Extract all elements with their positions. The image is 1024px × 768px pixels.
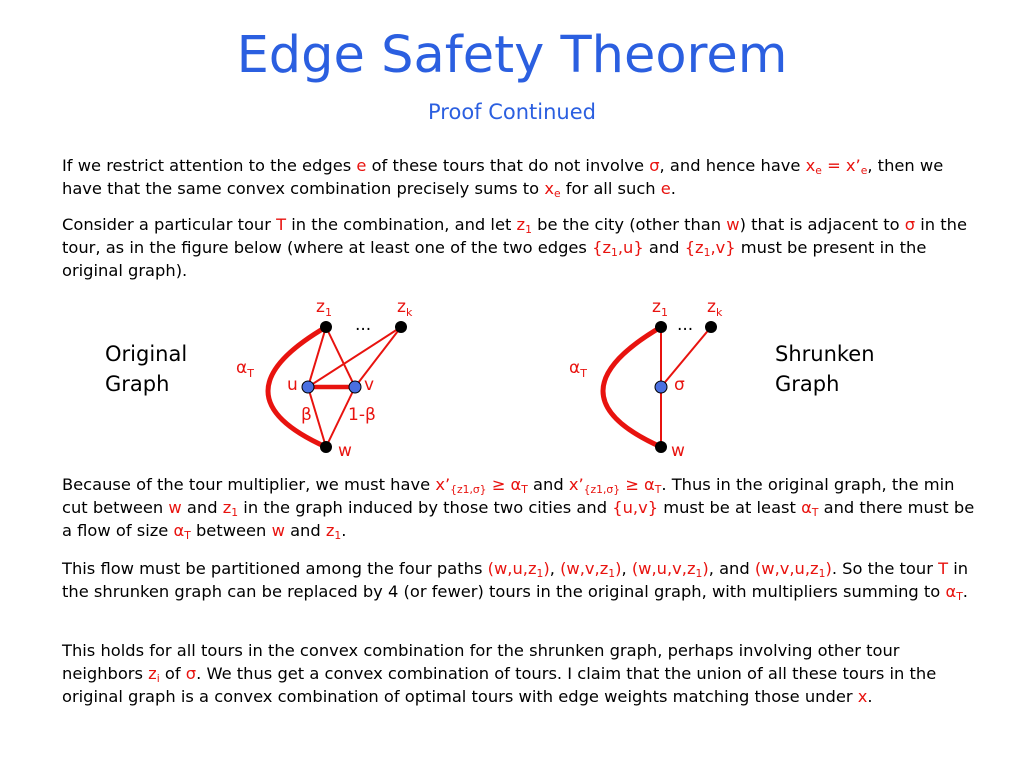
- edge-zk-sigma: [661, 327, 711, 387]
- label-alpha-T: $\alpha_T$: [569, 358, 587, 380]
- label-shrunken-graph: Shrunken Graph: [775, 342, 875, 396]
- path-w-v-z1: $(w,v,z_1)$: [560, 559, 622, 581]
- text: ) that is adjacent to: [739, 215, 905, 234]
- label-zk: $z_k$: [707, 297, 723, 319]
- text: , and: [708, 559, 755, 578]
- label-one-minus-beta: 1-β: [348, 405, 376, 425]
- label-z1: $z_1$: [652, 297, 668, 319]
- label-beta: β: [301, 405, 312, 425]
- text: .: [341, 521, 347, 540]
- var-z1: $z_1$: [325, 521, 342, 543]
- var-sigma: σ: [904, 215, 916, 234]
- text: for all such: [560, 179, 661, 198]
- var-e: e: [660, 179, 671, 198]
- var-x: x: [857, 687, 868, 706]
- label-alpha-T: $\alpha_T$: [236, 358, 254, 380]
- var-zi: $z_i$: [148, 664, 160, 686]
- node-w: [320, 441, 332, 453]
- var-z1: $z_1$: [222, 498, 239, 520]
- var-xprime-z1sigma: $x’_{\{z1,\sigma\}} \ge \alpha_T$: [435, 475, 528, 497]
- label-w: w: [338, 441, 352, 461]
- var-w: w: [726, 215, 740, 234]
- var-x-e: $x_e$ = $x’_e$: [805, 156, 868, 178]
- var-e: e: [356, 156, 367, 175]
- text: This flow must be partitioned among the four paths: [62, 559, 488, 578]
- var-alpha-T: $\alpha_T$: [945, 582, 963, 604]
- text: be the city (other than: [531, 215, 727, 234]
- var-sigma: σ: [649, 156, 660, 175]
- path-w-v-u-z1: $(w,v,u,z_1)$: [754, 559, 832, 581]
- text: . Thus in the original graph, the min cut between: [62, 475, 955, 517]
- var-xprime-z1sigma: $x’_{\{z1,\sigma\}} \ge \alpha_T$: [568, 475, 662, 497]
- node-w: [655, 441, 667, 453]
- tour-edge-alpha: [603, 327, 661, 447]
- label-v: v: [364, 375, 375, 395]
- paragraph-tour-multiplier: [62, 473, 977, 542]
- text: .: [670, 179, 676, 198]
- node-z1: [655, 321, 667, 333]
- var-x-e: $x_e$: [544, 179, 561, 201]
- text: .: [962, 582, 968, 601]
- edge-uv: {u,v}: [612, 498, 659, 517]
- label-zk: $z_k$: [397, 297, 413, 319]
- text: and: [643, 238, 685, 257]
- node-zk: [705, 321, 717, 333]
- text: ,: [549, 559, 561, 578]
- text: Consider a particular tour: [62, 215, 277, 234]
- text: . We thus get a convex combination of tours. I claim that the union of all these tours in the original graph is a convex combination of optimal tours with edge weights matching those under: [62, 664, 937, 706]
- text: This holds for all tours in the convex combination for the shrunken graph, perhaps involving other tour neighbors: [62, 641, 900, 683]
- node-v: [349, 381, 361, 393]
- text: and there must be a flow of size: [62, 498, 975, 540]
- path-w-u-z1: $(w,u,z_1)$: [487, 559, 550, 581]
- var-w: w: [168, 498, 182, 517]
- node-sigma: [655, 381, 667, 393]
- label-u: u: [287, 375, 298, 395]
- slide-title: Edge Safety Theorem: [236, 26, 788, 85]
- edge-zk-v: [355, 327, 401, 387]
- text: . So the tour: [831, 559, 939, 578]
- edge-zk-u: [308, 327, 401, 387]
- text: must be at least: [658, 498, 802, 517]
- paragraph-convex-combination: [62, 639, 977, 708]
- var-alpha-T: $\alpha_T$: [173, 521, 191, 543]
- var-w: w: [271, 521, 285, 540]
- label-original-graph: Original Graph: [105, 342, 188, 396]
- text: in the shrunken graph can be replaced by 4 (or fewer) tours in the original graph, with multipliers summing to: [62, 559, 969, 601]
- var-alpha-T: $\alpha_T$: [801, 498, 819, 520]
- paragraph-flow-partition: [62, 557, 977, 603]
- path-w-u-v-z1: $(w,u,v,z_1)$: [631, 559, 709, 581]
- text: If we restrict attention to the edges: [62, 156, 357, 175]
- text: of these tours that do not involve: [366, 156, 650, 175]
- edge-z1-u: $\{z_1,u\}$: [592, 238, 644, 260]
- node-z1: [320, 321, 332, 333]
- var-T: T: [938, 559, 949, 578]
- node-u: [302, 381, 314, 393]
- label-w: w: [671, 441, 685, 461]
- var-z1: $z_1$: [516, 215, 532, 237]
- label-ellipsis: ...: [677, 315, 694, 335]
- text: , then we have that the same convex combination precisely sums to: [62, 156, 944, 198]
- node-zk: [395, 321, 407, 333]
- var-T: T: [276, 215, 287, 234]
- text: and: [284, 521, 326, 540]
- text: Because of the tour multiplier, we must have: [62, 475, 436, 494]
- text: in the graph induced by those two cities and: [238, 498, 613, 517]
- label-sigma: σ: [674, 375, 685, 395]
- text: .: [867, 687, 873, 706]
- text: ,: [621, 559, 632, 578]
- label-z1: $z_1$: [316, 297, 332, 319]
- edge-z1-v: $\{z_1,v\}$: [684, 238, 736, 260]
- text: and: [181, 498, 223, 517]
- text: in the tour, as in the figure below (where at least one of the two edges: [62, 215, 967, 257]
- text: between: [190, 521, 272, 540]
- slide-subtitle: Proof Continued: [428, 100, 596, 124]
- var-sigma: σ: [185, 664, 197, 683]
- text: , and hence have: [659, 156, 806, 175]
- text: and: [527, 475, 569, 494]
- text: must be present in the original graph).: [62, 238, 927, 280]
- label-ellipsis: ...: [355, 315, 372, 335]
- text: in the combination, and let: [286, 215, 517, 234]
- text: of: [159, 664, 186, 683]
- edge-z1-v: [326, 327, 355, 387]
